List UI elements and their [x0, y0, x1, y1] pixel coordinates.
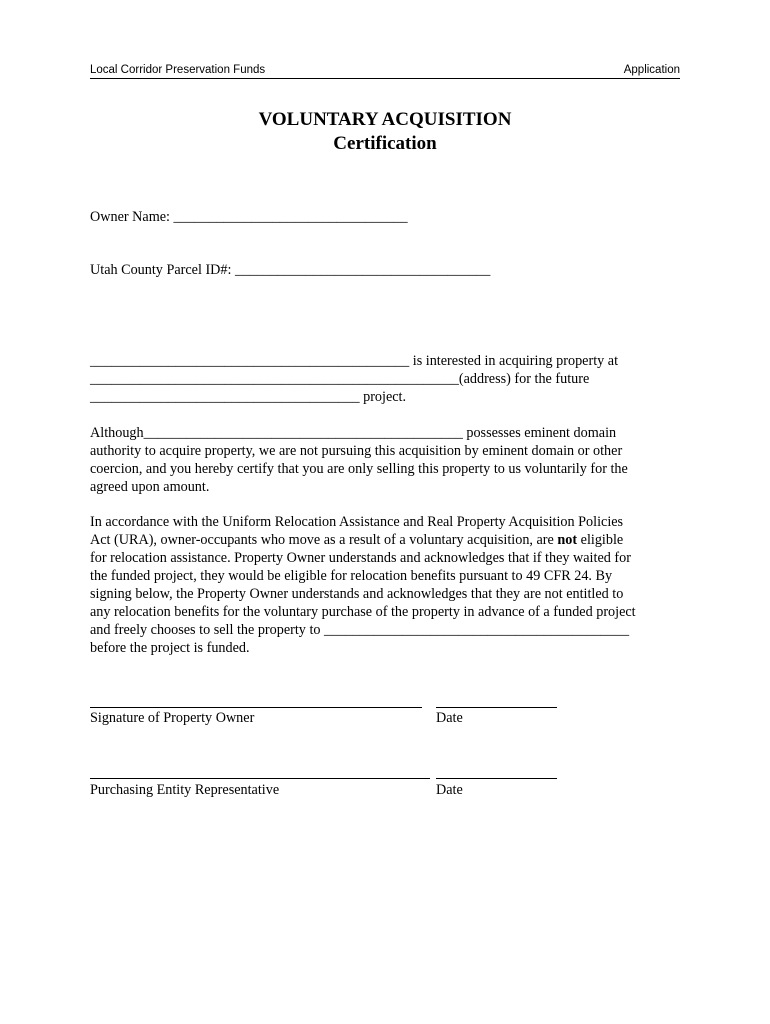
ura-not-emphasis: not — [557, 532, 578, 548]
document-subtitle: Certification — [333, 133, 437, 154]
entity-date-label: Date — [436, 782, 463, 798]
eminent-line-2: authority to acquire property, we are not pursuing this acquisition by eminent domain or other — [90, 443, 623, 459]
owner-name-field[interactable]: Owner Name: _________________________________ — [90, 209, 408, 225]
ura-line-8: before the project is funded. — [90, 640, 250, 656]
interest-paragraph — [90, 352, 685, 406]
eminent-line-1[interactable]: Although_____________________________________________ possesses eminent domain — [90, 425, 617, 441]
entity-date-line[interactable] — [436, 778, 557, 779]
page-header — [90, 64, 680, 79]
ura-line-2-post: eligible — [577, 532, 624, 548]
header-left: Local Corridor Preservation Funds — [90, 64, 266, 76]
document-title: VOLUNTARY ACQUISITION — [258, 109, 512, 130]
interest-line-2[interactable]: ____________________________________________________(address) for the future — [90, 371, 590, 387]
ura-line-2-pre: Act (URA), owner-occupants who move as a result of a voluntary acquisition, are — [90, 532, 558, 548]
eminent-line-3: coercion, and you hereby certify that you are only selling this property to us voluntarily for the — [90, 461, 628, 477]
ura-line-6: any relocation benefits for the voluntary purchase of the property in advance of a funded project — [90, 604, 636, 620]
interest-line-1[interactable]: _____________________________________________ is interested in acquiring property at — [90, 353, 619, 369]
eminent-domain-paragraph — [90, 424, 685, 496]
interest-line-3[interactable]: ______________________________________ project. — [90, 389, 407, 405]
owner-date-line[interactable] — [436, 707, 557, 708]
ura-line-3: for relocation assistance. Property Owner understands and acknowledges that if they waited for — [90, 550, 631, 566]
ura-line-2 — [90, 531, 685, 549]
owner-date-label: Date — [436, 710, 463, 726]
entity-signature-label: Purchasing Entity Representative — [90, 782, 280, 798]
header-right: Application — [623, 64, 680, 76]
owner-signature-line[interactable] — [90, 707, 422, 708]
parcel-id-field[interactable]: Utah County Parcel ID#: ____________________________________ — [90, 262, 491, 278]
ura-paragraph — [90, 513, 685, 657]
ura-line-1: In accordance with the Uniform Relocation Assistance and Real Property Acquisition Policies — [90, 514, 624, 530]
eminent-line-4: agreed upon amount. — [90, 479, 210, 495]
ura-line-5: signing below, the Property Owner understands and acknowledges that they are not entitled to — [90, 586, 624, 602]
owner-signature-label: Signature of Property Owner — [90, 710, 255, 726]
ura-line-4: the funded project, they would be eligible for relocation benefits pursuant to 49 CFR 24. By — [90, 568, 613, 584]
entity-signature-line[interactable] — [90, 778, 430, 779]
ura-line-7[interactable]: and freely chooses to sell the property to ___________________________________________ — [90, 622, 630, 638]
